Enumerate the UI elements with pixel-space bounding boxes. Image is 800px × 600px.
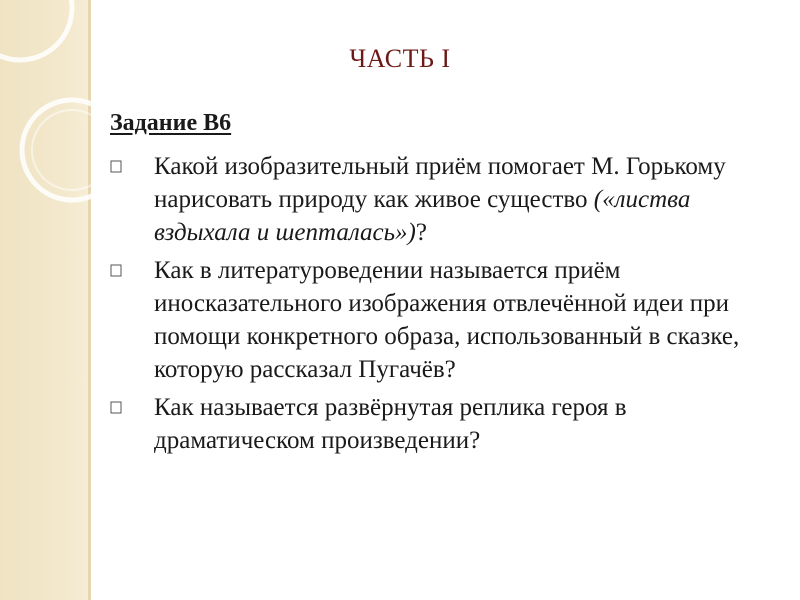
question-quote: («листва вздыхала и шепталась»): [154, 186, 691, 246]
task-heading: Задание В6: [110, 110, 232, 136]
question-item: [110, 150, 770, 249]
slide-title: ЧАСТЬ I: [349, 44, 451, 73]
open-square-icon: [110, 401, 122, 414]
question-mark: ?: [415, 219, 427, 246]
open-square-icon: [110, 160, 122, 173]
question-text: Как называется развёрнутая реплика героя в драматическом произведении?: [154, 394, 627, 454]
question-list: [110, 150, 770, 462]
question-item: [110, 391, 770, 457]
question-text: Как в литературоведении называется приём иносказательного изображения отвлечённой идеи при помощи конкретного образа, использованный в сказке, которую рассказал Пугачёв?: [154, 257, 740, 383]
open-square-icon: [110, 264, 122, 277]
question-item: [110, 254, 770, 386]
question-text: Какой изобразительный приём помогает М. Горькому нарисовать природу как живое существо: [154, 153, 726, 213]
